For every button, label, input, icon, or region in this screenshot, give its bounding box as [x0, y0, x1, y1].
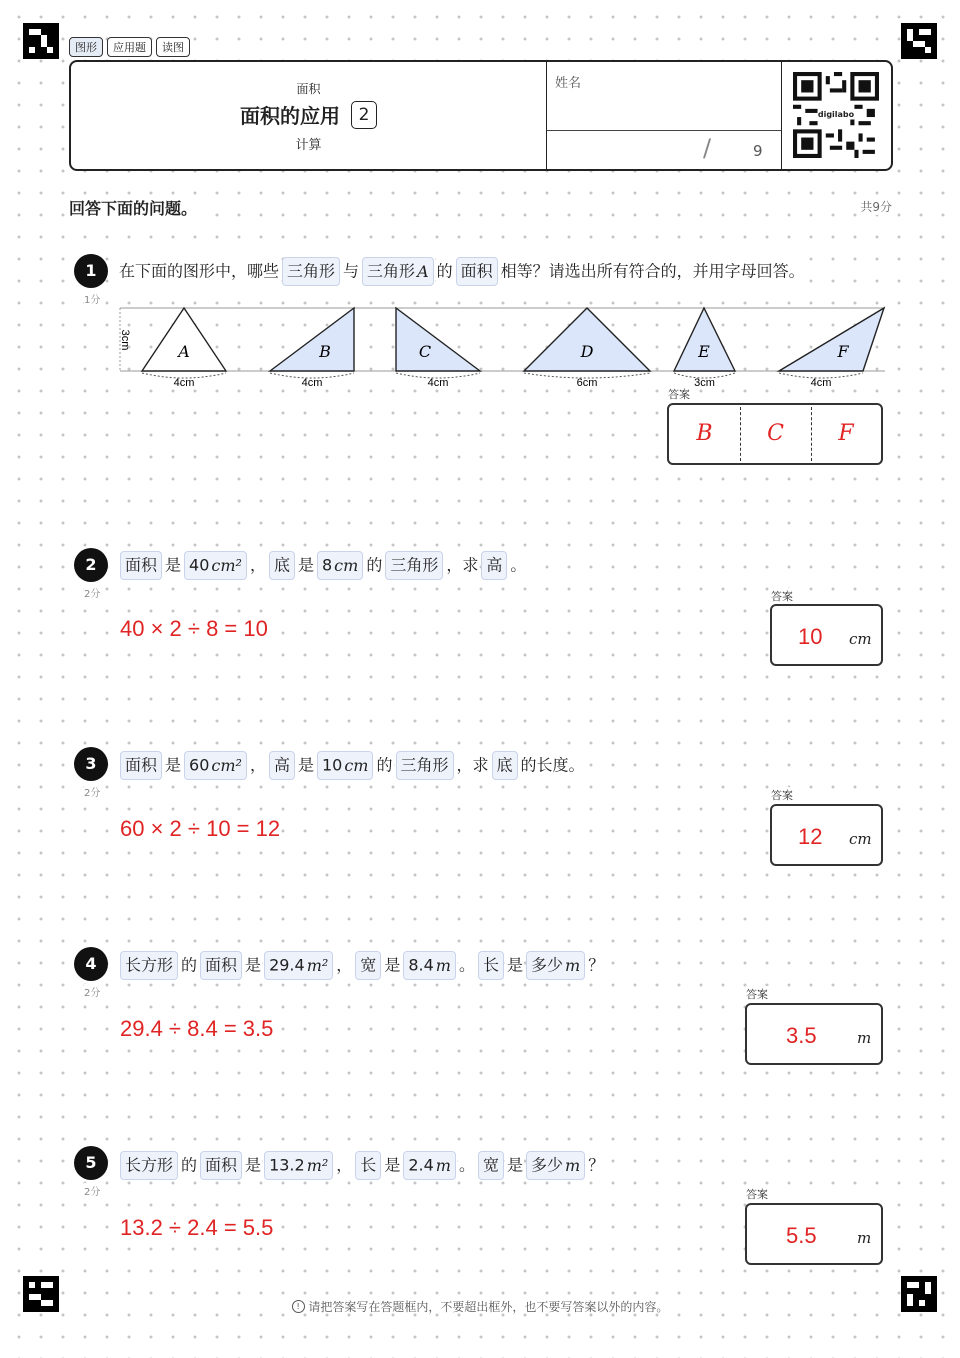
question-3-points: 2分: [84, 784, 100, 799]
part-text: 是: [245, 955, 262, 975]
question-3-text: [118, 750, 586, 781]
question-text-part: [335, 1150, 353, 1181]
part-text: 长方形: [125, 955, 174, 975]
triangle-D: [524, 308, 650, 371]
term-chip: [120, 951, 178, 980]
instruction-heading: 回答下面的问题。: [69, 196, 197, 219]
question-text-part: [164, 550, 182, 581]
header-category: 面积: [296, 82, 321, 96]
part-text: 面积: [205, 1155, 238, 1175]
part-unit: m: [435, 955, 451, 975]
question-text-part: [164, 750, 182, 781]
part-text: 是: [165, 555, 182, 575]
term-chip: [403, 951, 456, 980]
question-text-part: [520, 750, 586, 781]
term-chip: [200, 951, 242, 980]
tag-shape[interactable]: 图形: [69, 37, 103, 57]
part-text: 是: [297, 555, 314, 575]
question-text-part: [180, 950, 198, 981]
triangle-figures: [110, 300, 900, 392]
total-points: 共9分: [860, 200, 892, 214]
triangle-letter: F: [837, 342, 849, 361]
question-1-number: 1: [74, 254, 108, 288]
triangle-A: [142, 308, 226, 371]
term-chip: [355, 1151, 381, 1180]
part-text: 8: [321, 555, 333, 575]
question-text-part: [342, 256, 360, 287]
term-chip: [481, 551, 507, 580]
footer-note: [0, 1298, 960, 1315]
question-2-text: [118, 550, 527, 581]
part-text: 。: [458, 955, 475, 975]
question-4-points: 2分: [84, 984, 100, 999]
question-text-part: [500, 256, 806, 287]
part-text: 长: [482, 955, 499, 975]
worksheet-header: [69, 60, 893, 171]
question-4-text: [118, 950, 605, 981]
question-4-number: 4: [74, 947, 108, 981]
part-text: 。: [458, 1155, 475, 1175]
part-unit: m²: [306, 1155, 329, 1175]
height-label: 3cm: [119, 329, 131, 351]
question-text-part: [436, 256, 454, 287]
question-5-text: [118, 1150, 605, 1181]
question-2-number: 2: [74, 548, 108, 582]
part-text: 相等？请选出所有符合的，并用字母回答。: [500, 261, 805, 281]
triangle-B: [270, 308, 354, 371]
term-chip: [120, 551, 162, 580]
term-chip: [492, 751, 518, 780]
part-text: ，: [249, 755, 266, 775]
triangle-letter: E: [698, 342, 710, 361]
part-text: 长方形: [125, 1155, 174, 1175]
question-1-text: [118, 256, 806, 287]
term-chip: [264, 1151, 333, 1180]
question-5-answer-box[interactable]: [745, 1203, 883, 1265]
part-text: 在下面的图形中，哪些: [119, 261, 280, 281]
part-unit: cm²: [211, 755, 242, 775]
question-text-part: [297, 750, 315, 781]
question-4-unit: m: [857, 1029, 872, 1047]
part-text: 的: [181, 1155, 198, 1175]
answer-cell-1: B: [696, 421, 713, 446]
part-unit: m: [435, 1155, 451, 1175]
question-text-part: [118, 256, 280, 287]
question-4-answer-box[interactable]: [745, 1003, 883, 1065]
question-text-part: [244, 950, 262, 981]
name-field[interactable]: [547, 62, 781, 130]
triangle-E: [674, 308, 735, 371]
part-text: 是: [384, 955, 401, 975]
footer-text: 请把答案写在答题框内，不要超出框外，也不要写答案以外的内容。: [308, 1300, 669, 1314]
term-chip: [264, 951, 333, 980]
term-chip: [526, 1151, 585, 1180]
triangle-C: [396, 308, 480, 371]
question-2-unit: cm: [849, 630, 872, 648]
question-2-work: 40 × 2 ÷ 8 = 10: [120, 616, 268, 641]
part-text: 60: [189, 755, 210, 775]
triangle-letter: A: [178, 342, 190, 361]
corner-marker-top-left: [23, 23, 59, 59]
part-text: 的: [436, 261, 453, 281]
term-chip: [269, 751, 295, 780]
term-chip: [456, 257, 498, 286]
part-text: 。: [510, 555, 527, 575]
question-3-answer-label: 答案: [771, 789, 793, 802]
score-divider: [547, 130, 781, 131]
question-3-work: 60 × 2 ÷ 10 = 12: [120, 816, 281, 841]
part-text: 面积: [460, 261, 493, 281]
part-text: 多少: [531, 955, 564, 975]
score-total: 9: [753, 142, 763, 160]
part-unit: cm: [334, 555, 359, 575]
question-text-part: [506, 950, 524, 981]
part-text: 底: [273, 555, 290, 575]
base-label: 6cm: [576, 377, 598, 389]
page-title: 面积的应用: [239, 104, 340, 128]
part-text: 是: [297, 755, 314, 775]
part-text: 是: [245, 1155, 262, 1175]
question-text-part: [365, 550, 383, 581]
term-chip: [385, 551, 443, 580]
corner-marker-top-right: [901, 23, 937, 59]
question-1-points: 1分: [84, 291, 100, 306]
part-text: 的长度。: [520, 755, 585, 775]
part-text: 与: [343, 261, 360, 281]
question-2-answer-box[interactable]: [770, 604, 883, 666]
part-text: 高: [486, 555, 503, 575]
part-unit: A: [417, 261, 429, 281]
part-text: 是: [506, 955, 523, 975]
question-text-part: [456, 750, 490, 781]
question-5-unit: m: [857, 1229, 872, 1247]
term-chip: [317, 551, 363, 580]
question-text-part: [445, 550, 479, 581]
term-chip: [317, 751, 374, 780]
qr-label: digilabo: [817, 110, 855, 119]
triangle-letter: B: [319, 342, 331, 361]
question-text-part: [509, 550, 527, 581]
part-text: 高: [273, 755, 290, 775]
question-3-answer-value: 12: [798, 824, 823, 849]
part-text: 的: [181, 955, 198, 975]
part-text: 13.2: [269, 1155, 305, 1175]
question-5-answer-label: 答案: [746, 1188, 768, 1201]
question-5-number: 5: [74, 1146, 108, 1180]
question-1-answer-box[interactable]: [667, 403, 883, 465]
part-text: 是: [506, 1155, 523, 1175]
question-3-answer-box[interactable]: [770, 804, 883, 866]
triangle-F: [779, 308, 884, 371]
question-2-points: 2分: [84, 585, 100, 600]
part-text: 是: [165, 755, 182, 775]
term-chip: [396, 751, 454, 780]
score-slash: /: [703, 134, 712, 162]
part-text: 8.4: [408, 955, 434, 975]
term-chip: [478, 951, 504, 980]
term-chip: [184, 751, 247, 780]
part-text: 29.4: [269, 955, 305, 975]
term-chip: [120, 751, 162, 780]
question-text-part: [335, 950, 353, 981]
term-chip: [200, 1151, 242, 1180]
part-unit: cm: [344, 755, 369, 775]
question-text-part: [458, 950, 476, 981]
tag-word-problem[interactable]: 应用题: [107, 37, 152, 57]
question-text-part: [587, 1150, 605, 1181]
term-chip: [526, 951, 585, 980]
triangle-letter: D: [580, 342, 594, 361]
question-2-answer-value: 10: [798, 624, 823, 649]
part-text: 三角形: [287, 261, 336, 281]
part-unit: m: [565, 1155, 581, 1175]
question-4-answer-label: 答案: [746, 988, 768, 1001]
part-text: 面积: [205, 955, 238, 975]
part-text: ，求: [446, 555, 479, 575]
tag-row: [69, 36, 194, 57]
question-5-answer-value: 5.5: [786, 1223, 817, 1248]
question-5-work: 13.2 ÷ 2.4 = 5.5: [120, 1215, 274, 1240]
part-text: 底: [496, 755, 513, 775]
question-text-part: [180, 1150, 198, 1181]
part-text: ，求: [456, 755, 489, 775]
header-subtitle: 计算: [295, 138, 322, 153]
part-text: 多少: [531, 1155, 564, 1175]
part-text: ，: [249, 555, 266, 575]
part-text: 三角形: [400, 755, 449, 775]
header-title-row: [71, 100, 546, 129]
question-text-part: [375, 750, 393, 781]
base-label: 4cm: [173, 377, 195, 389]
info-icon: !: [292, 1300, 305, 1313]
question-4-answer-value: 3.5: [786, 1023, 817, 1048]
part-text: 三角形: [390, 555, 439, 575]
part-text: 的: [376, 755, 393, 775]
term-chip: [355, 951, 381, 980]
part-text: ？: [588, 955, 605, 975]
question-text-part: [458, 1150, 476, 1181]
question-1-answer-label: 答案: [668, 388, 690, 401]
part-unit: m²: [306, 955, 329, 975]
question-text-part: [249, 750, 267, 781]
question-3-unit: cm: [849, 830, 872, 848]
part-text: 宽: [360, 955, 377, 975]
answer-cell-3: F: [838, 421, 854, 446]
base-label: 4cm: [810, 377, 832, 389]
base-label: 3cm: [694, 377, 715, 389]
name-label: 姓名: [555, 76, 582, 91]
part-text: 面积: [125, 755, 158, 775]
term-chip: [184, 551, 247, 580]
part-unit: cm²: [211, 555, 242, 575]
answer-cell-2: C: [767, 421, 784, 446]
part-text: 的: [366, 555, 383, 575]
question-5-points: 2分: [84, 1183, 100, 1198]
part-text: ，: [336, 1155, 353, 1175]
part-text: 面积: [125, 555, 158, 575]
part-text: 长: [360, 1155, 377, 1175]
question-text-part: [297, 550, 315, 581]
part-unit: m: [565, 955, 581, 975]
part-text: 40: [189, 555, 210, 575]
term-chip: [120, 1151, 178, 1180]
base-label: 4cm: [301, 377, 323, 389]
part-text: 10: [321, 755, 343, 775]
term-chip: [478, 1151, 504, 1180]
question-4-work: 29.4 ÷ 8.4 = 3.5: [120, 1016, 274, 1041]
part-text: 三角形: [367, 261, 416, 281]
part-text: ？: [588, 1155, 605, 1175]
part-text: ，: [336, 955, 353, 975]
question-text-part: [249, 550, 267, 581]
question-text-part: [244, 1150, 262, 1181]
part-text: 是: [384, 1155, 401, 1175]
term-chip: [403, 1151, 456, 1180]
part-text: 宽: [482, 1155, 499, 1175]
title-number-badge: 2: [351, 101, 377, 129]
term-chip: [269, 551, 295, 580]
triangle-letter: C: [418, 342, 432, 361]
term-chip: [362, 257, 434, 286]
part-text: 2.4: [408, 1155, 434, 1175]
tag-read-figure[interactable]: 读图: [156, 37, 190, 57]
question-3-number: 3: [74, 747, 108, 781]
question-text-part: [587, 950, 605, 981]
question-text-part: [383, 1150, 401, 1181]
term-chip: [282, 257, 340, 286]
question-2-answer-label: 答案: [771, 590, 793, 603]
question-text-part: [506, 1150, 524, 1181]
base-label: 4cm: [427, 377, 449, 389]
question-text-part: [383, 950, 401, 981]
qr-divider: [781, 62, 782, 169]
